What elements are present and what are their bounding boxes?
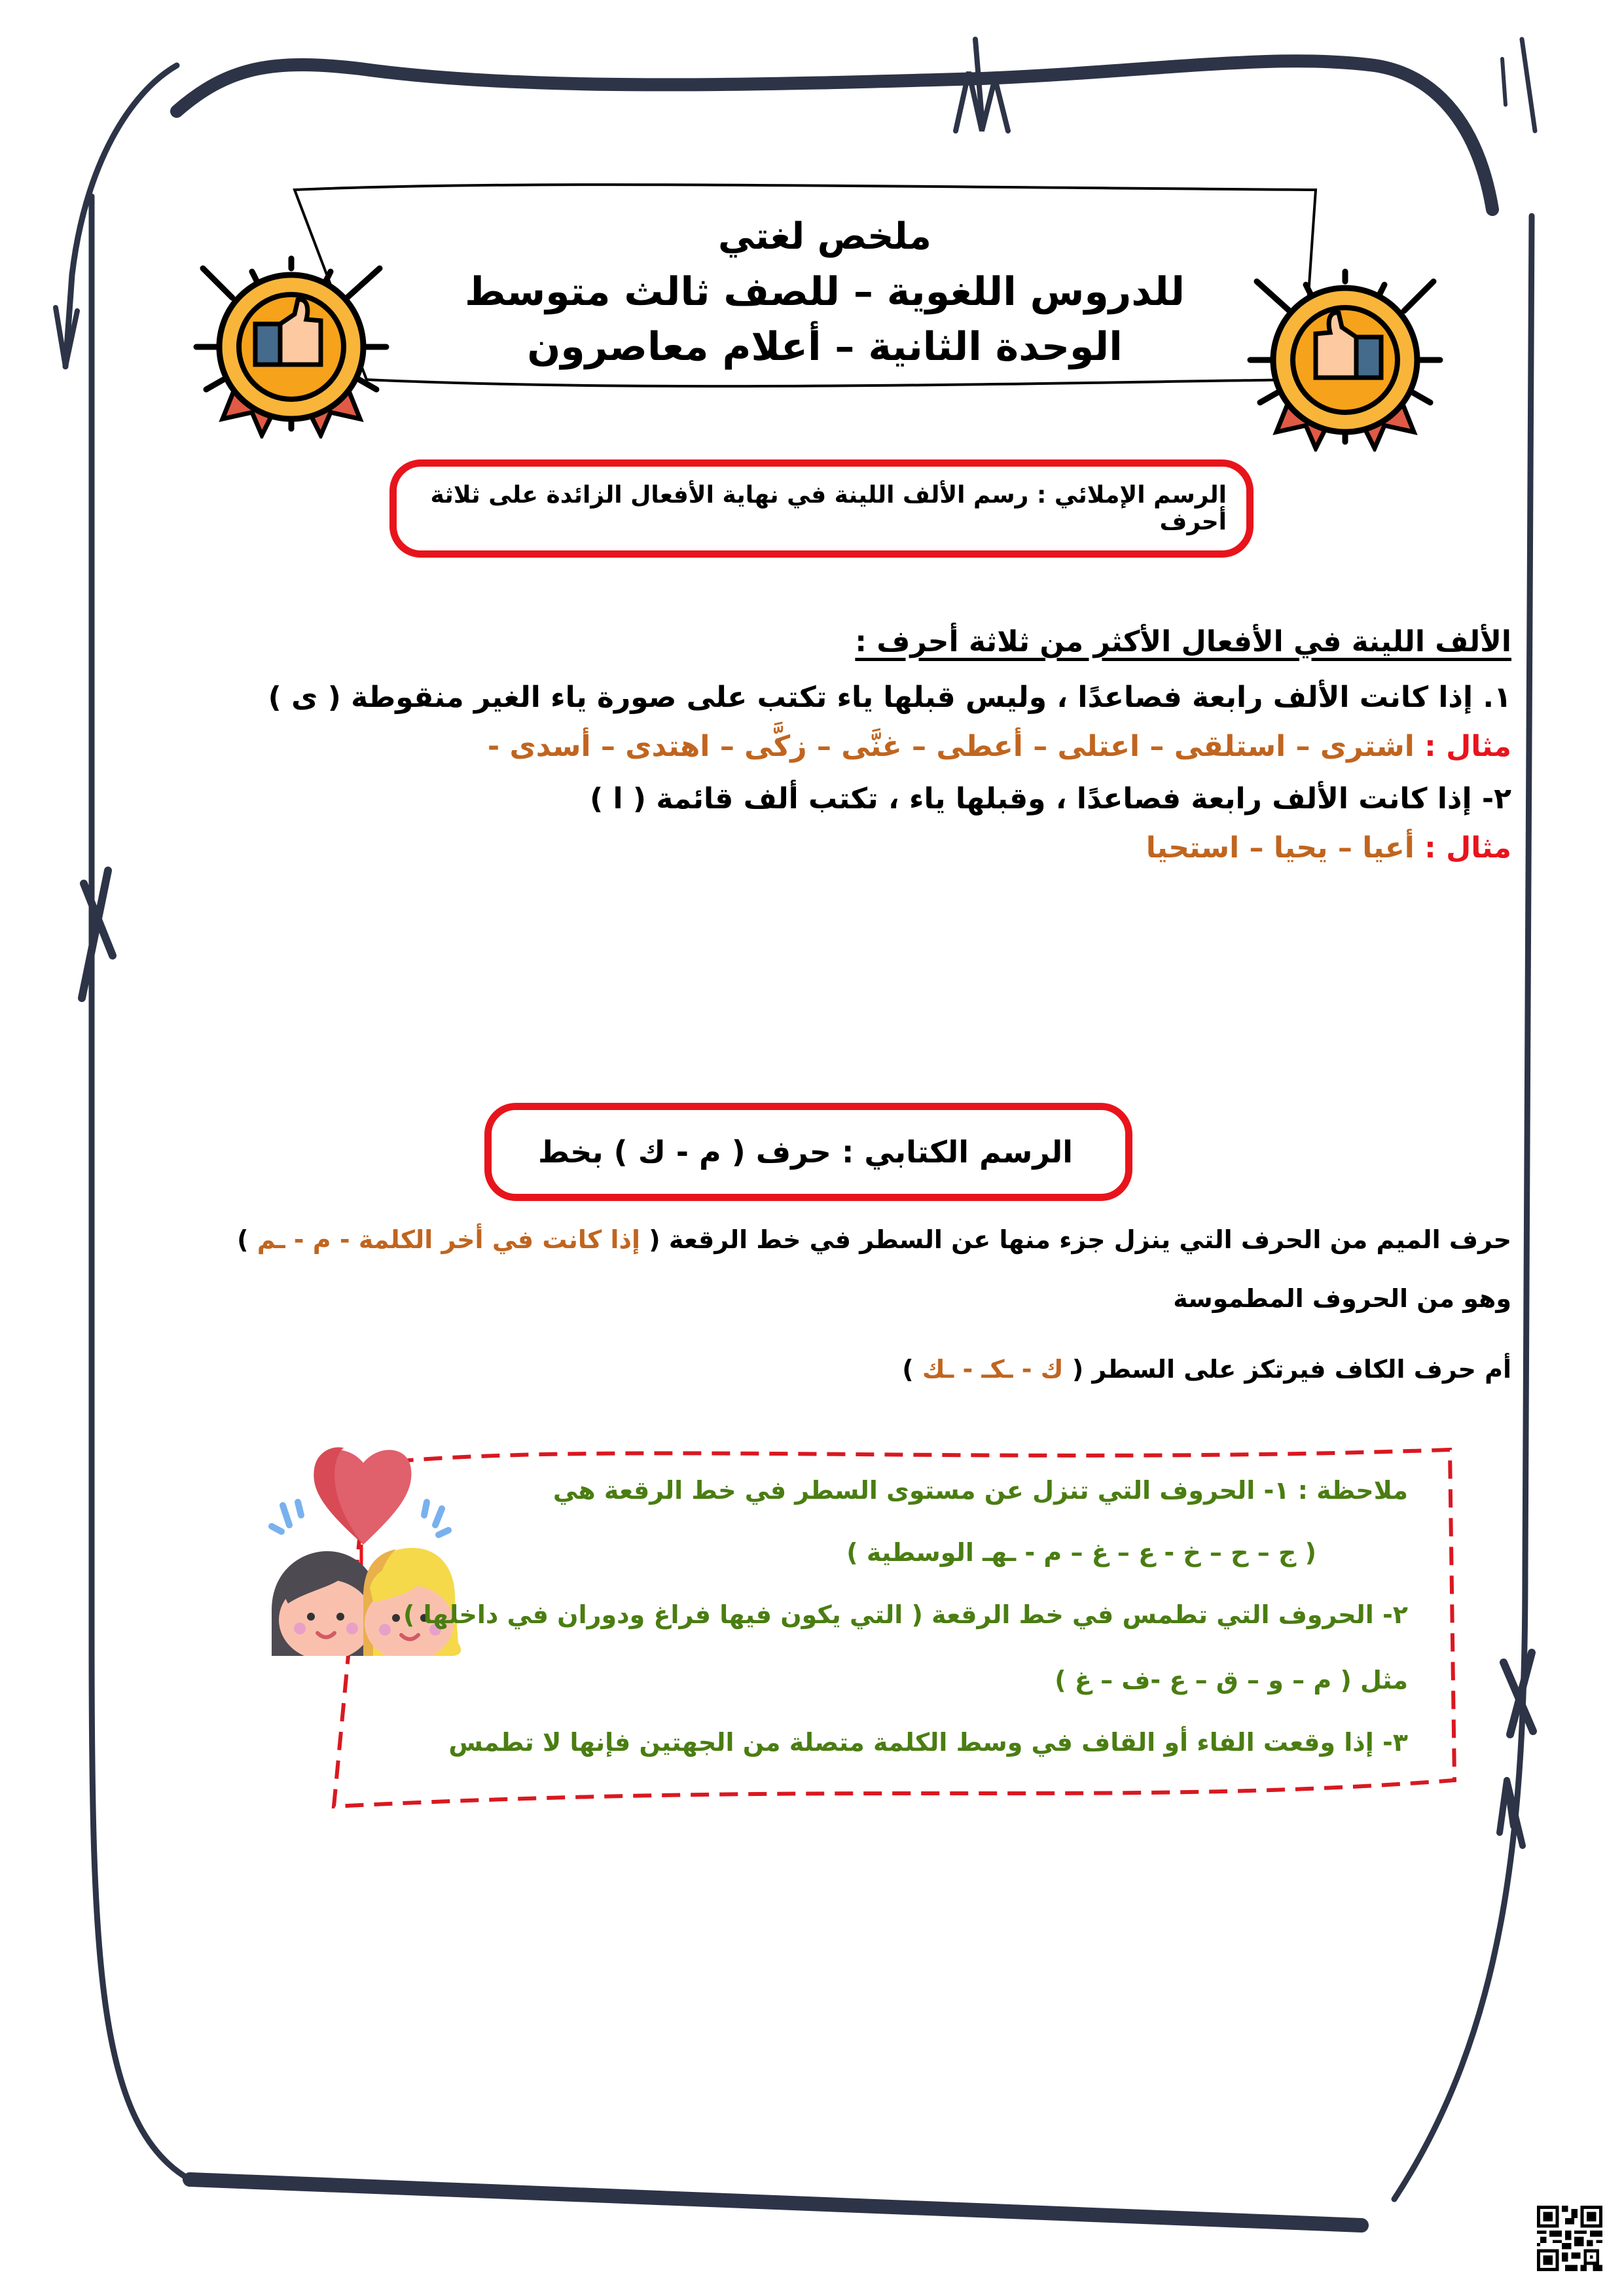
writing-section-title-box [484, 1103, 1132, 1201]
example-1-label: مثال : [1424, 730, 1511, 763]
note-line-1: ملاحظة : ١- الحروف التي تنزل عن مستوى السطر في خط الرقعة هي [552, 1476, 1408, 1505]
example-2 [1146, 831, 1511, 865]
note-line-5: ٣- إذا وقعت الفاء أو القاف في وسط الكلمة متصلة من الجهتين فإنها لا تطمس [448, 1728, 1408, 1757]
award-badge-left-icon [190, 249, 393, 439]
meem-note: وهو من الحروف المطموسة [1173, 1284, 1511, 1313]
note-line-4: مثل ( م – و – ق – ع -ف – غ ) [1055, 1666, 1408, 1695]
spelling-section-title-box [389, 459, 1254, 558]
kaf-forms: ك - ـكـ - ـك [922, 1355, 1064, 1384]
rule-2: ٢- إذا كانت الألف رابعة فصاعدًا ، وقبلها ياء ، تكتب ألف قائمة ( ا ) [590, 782, 1511, 816]
meem-forms: إذا كانت في أخر الكلمة - م - ـم [257, 1225, 641, 1254]
example-2-words: أعيا – يحيا – استحيا [1146, 831, 1415, 865]
qr-code-icon[interactable] [1537, 2206, 1602, 2271]
kaf-paragraph: أم حرف الكاف فيرتكز على السطر ( ك - ـكـ - ـك ) [902, 1355, 1511, 1384]
rule-1: ١. إذا كانت الألف رابعة فصاعدًا ، وليس قبلها ياء تكتب على صورة ياء الغير منقوطة ( ى ) [268, 681, 1511, 714]
writing-section-title: الرسم الكتابي : حرف ( م - ك ) بخط [537, 1134, 1073, 1170]
meem-paragraph: حرف الميم من الحرف التي ينزل جزء منها عن السطر في خط الرقعة ( إذا كانت في أخر الكلمة - م - ـم ) [237, 1225, 1511, 1254]
title-line-2: للدروس اللغوية – للصف ثالث متوسط [465, 269, 1185, 315]
header-title [367, 209, 1283, 374]
example-2-label: مثال : [1424, 831, 1511, 865]
example-1 [488, 730, 1511, 763]
note-line-3: ٢- الحروف التي تطمس في خط الرقعة ( التي يكون فيها فراغ ودوران في داخلها ) [403, 1600, 1408, 1629]
spelling-section-title: الرسم الإملائي : رسم الألف اللينة في نهاية الأفعال الزائدة على ثلاثة أحرف [430, 482, 1227, 535]
note-line-2: ( ج – ح – خ - ع – غ – م - ـهـ الوسطية ) [846, 1538, 1316, 1567]
title-line-1: ملخص لغتي [718, 215, 931, 258]
alef-rule-heading: الألف اللينة في الأفعال الأكثر من ثلاثة أحرف : [855, 625, 1511, 658]
example-1-words: اشترى – استلقى – اعتلى – أعطى – غنَّى – زكَّى – اهتدى – أسدى - [487, 730, 1415, 763]
title-line-3: الوحدة الثانية – أعلام معاصرون [527, 324, 1123, 370]
